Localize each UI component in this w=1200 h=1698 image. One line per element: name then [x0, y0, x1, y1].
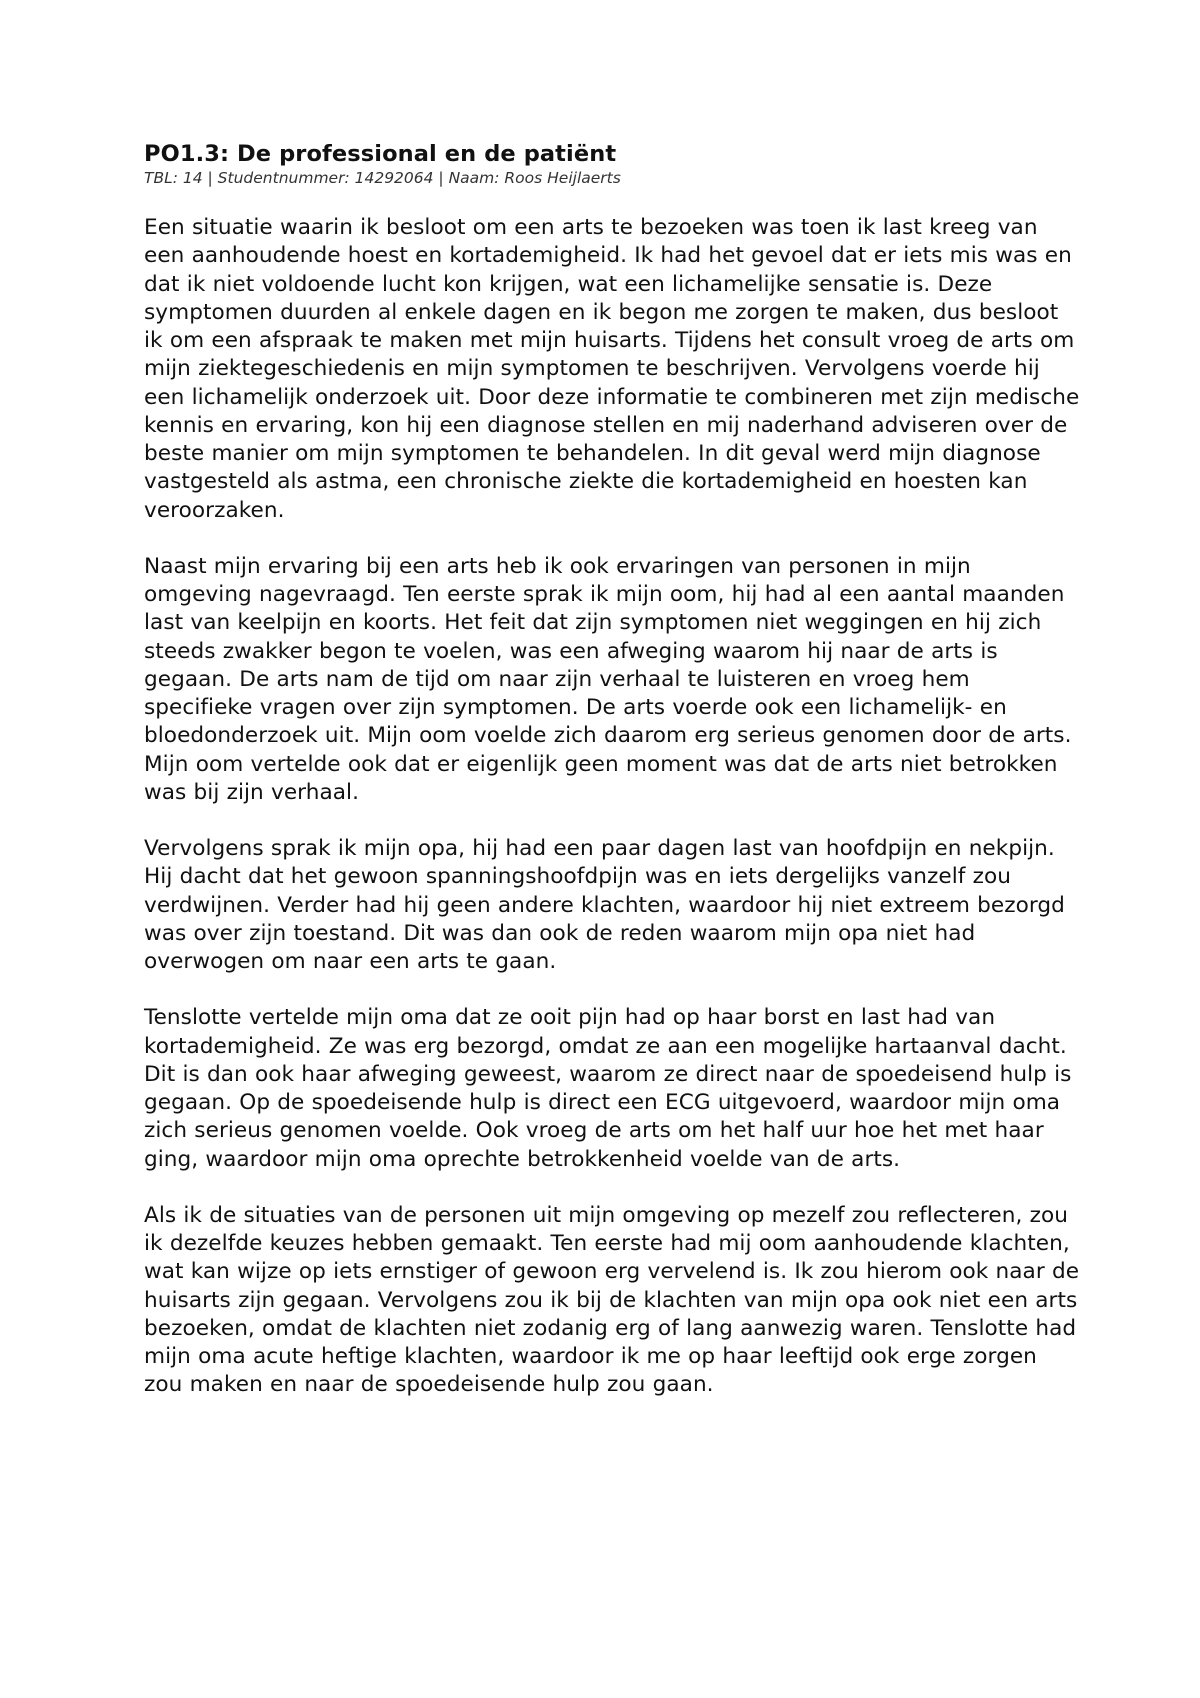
paragraph-3: Vervolgens sprak ik mijn opa, hij had een paar dagen last van hoofdpijn en nekpijn. Hij dacht dat het gewoon spanningshoofdpijn was en iets dergelijks vanzelf zou verdwijnen. Verder had hij geen andere klachten, waardoor hij niet extreem bezorgd was over zijn toestand. Dit was dan ook de reden waarom mijn opa niet had overwogen om naar een arts te gaan.	[144, 836, 1065, 974]
document-subtitle: TBL: 14 | Studentnummer: 14292064 | Naam: Roos Heijlaerts	[144, 169, 621, 187]
paragraph-4: Tenslotte vertelde mijn oma dat ze ooit pijn had op haar borst en last had van kortademigheid. Ze was erg bezorgd, omdat ze aan een mogelijke hartaanval dacht. Dit is dan ook haar afweging geweest, waarom ze direct naar de spoedeisend hulp is gegaan. Op de spoedeisende hulp is direct een ECG uitgevoerd, waardoor mijn oma zich serieus genomen voelde. Ook vroeg de arts om het half uur hoe het met haar ging, waardoor mijn oma oprechte betrokkenheid voelde van de arts.	[144, 1005, 1072, 1172]
document-title: PO1.3: De professional en de patiënt	[144, 141, 617, 167]
paragraph-2: Naast mijn ervaring bij een arts heb ik ook ervaringen van personen in mijn omgeving nagevraagd. Ten eerste sprak ik mijn oom, hij had al een aantal maanden last van keelpijn en koorts. Het feit dat zijn symptomen niet weggingen en hij zich steeds zwakker begon te voelen, was een afweging waarom hij naar de arts is gegaan. De arts nam de tijd om naar zijn verhaal te luisteren en vroeg hem specifieke vragen over zijn symptomen. De arts voerde ook een lichamelijk- en bloedonderzoek uit. Mijn oom voelde zich daarom erg serieus genomen door de arts. Mijn oom vertelde ook dat er eigenlijk geen moment was dat de arts niet betrokken was bij zijn verhaal.	[144, 553, 1072, 805]
paragraph-1: Een situatie waarin ik besloot om een arts te bezoeken was toen ik last kreeg van een aanhoudende hoest en kortademigheid. Ik had het gevoel dat er iets mis was en dat ik niet voldoende lucht kon krijgen, wat een lichamelijke sensatie is. Deze symptomen duurden al enkele dagen en ik begon me zorgen te maken, dus besloot ik om een afspraak te maken met mijn huisarts. Tijdens het consult vroeg de arts om mijn ziektegeschiedenis en mijn symptomen te beschrijven. Vervolgens voerde hij een lichamelijk onderzoek uit. Door deze informatie te combineren met zijn medische kennis en ervaring, kon hij een diagnose stellen en mij naderhand adviseren over de beste manier om mijn symptomen te behandelen. In dit geval werd mijn diagnose vastgesteld als astma, een chronische ziekte die kortademigheid en hoesten kan veroorzaken.	[144, 215, 1080, 523]
paragraph-5: Als ik de situaties van de personen uit mijn omgeving op mezelf zou reflecteren, zou ik dezelfde keuzes hebben gemaakt. Ten eerste had mij oom aanhoudende klachten, wat kan wijze op iets ernstiger of gewoon erg vervelend is. Ik zou hierom ook naar de huisarts zijn gegaan. Vervolgens zou ik bij de klachten van mijn opa ook niet een arts bezoeken, omdat de klachten niet zodanig erg of lang aanwezig waren. Tenslotte had mijn oma acute heftige klachten, waardoor ik me op haar leeftijd ook erge zorgen zou maken en naar de spoedeisende hulp zou gaan.	[144, 1202, 1080, 1398]
